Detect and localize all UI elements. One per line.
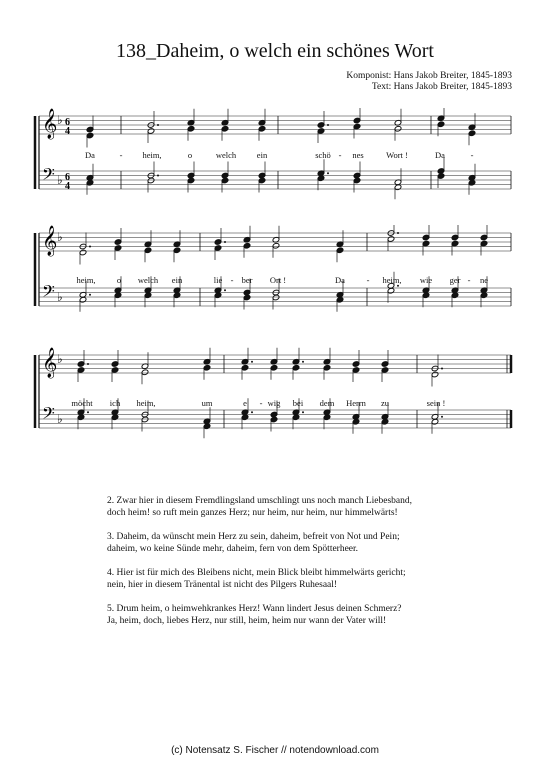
flat-icon: ♭	[57, 173, 63, 187]
flat-icon: ♭	[57, 230, 63, 244]
dot	[302, 361, 304, 363]
dot	[302, 411, 304, 413]
dot	[89, 246, 91, 248]
dot	[87, 411, 89, 413]
lyric-syllable: -	[470, 150, 474, 160]
dot	[441, 368, 443, 370]
dot	[224, 241, 226, 243]
flat-icon: ♭	[57, 113, 63, 127]
lyric-syllable: schö	[315, 150, 331, 160]
dot	[251, 411, 253, 413]
lyric-syllable: heim,	[136, 398, 156, 408]
dot	[397, 232, 399, 234]
dot	[87, 363, 89, 365]
dot	[251, 361, 253, 363]
page-title: 138_Daheim, o welch ein schönes Wort	[116, 40, 434, 62]
lyric-syllable: welch	[137, 275, 159, 285]
lyric-syllable: -	[230, 275, 234, 285]
lyric-syllable: -	[119, 150, 123, 160]
lyric-syllable: nes	[352, 150, 364, 160]
composer-credit: Komponist: Hans Jakob Breiter, 1845-1893	[346, 71, 512, 81]
lyric-syllable: -	[467, 275, 471, 285]
verse-5: 5. Drum heim, o heimwehkrankes Herz! Wann lindert Jesus deinen Schmerz? Ja, heim, doch, liebes Herz, nur still, heim, heim nur wann der Vater will!	[107, 604, 402, 626]
flat-icon: ♭	[57, 290, 63, 304]
lyric-syllable: o	[187, 150, 193, 160]
lyric-syllable: welch	[215, 150, 237, 160]
dot	[224, 289, 226, 291]
lyric-syllable: dem	[319, 398, 335, 408]
lyric-syllable: heim,	[76, 275, 96, 285]
system-3	[0, 347, 550, 447]
lyric-syllable: ich	[109, 398, 121, 408]
verse-2: 2. Zwar hier in diesem Fremdlingsland umschlingt uns noch manch Liebesband, doch heim! so ruft mein ganzes Herz; nur heim, nur heim, nur himmelwärts!	[107, 496, 412, 518]
lyric-syllable: o	[116, 275, 122, 285]
time-signature-bottom: 4	[65, 126, 70, 137]
flat-icon: ♭	[57, 412, 63, 426]
lyric-syllable: e	[243, 398, 247, 408]
lyric-syllable: lie	[213, 275, 223, 285]
bass-clef-icon: 𝄢	[42, 281, 55, 305]
flat-icon: ♭	[57, 352, 63, 366]
dot	[157, 175, 159, 177]
bass-clef-icon: 𝄢	[42, 164, 55, 188]
lyric-syllable: Da	[335, 275, 345, 285]
dot	[157, 124, 159, 126]
dot	[441, 416, 443, 418]
dot	[327, 172, 329, 174]
lyricist-credit: Text: Hans Jakob Breiter, 1845-1893	[371, 82, 512, 92]
bass-clef-icon: 𝄢	[42, 403, 55, 427]
lyric-syllable: ein	[256, 150, 268, 160]
lyric-syllable: ne	[479, 275, 489, 285]
time-signature-bottom: 4	[65, 181, 70, 192]
lyric-syllable: sein !	[426, 398, 446, 408]
lyric-syllable: ger	[449, 275, 461, 285]
verse-3: 3. Daheim, da wünscht mein Herz zu sein, daheim, befreit von Not und Pein; daheim, wo keine Sünde mehr, daheim, fern von dem Spötterheer.	[107, 532, 400, 554]
lyric-syllable: bei	[292, 398, 304, 408]
dot	[89, 294, 91, 296]
lyric-syllable: ein	[171, 275, 183, 285]
lyric-syllable: heim,	[142, 150, 162, 160]
lyric-syllable: Da	[435, 150, 445, 160]
lyric-syllable: -	[259, 398, 263, 408]
lyric-syllable: Ort !	[269, 275, 287, 285]
lyric-syllable: zu	[380, 398, 390, 408]
lyric-syllable: möcht	[71, 398, 93, 408]
copyright-footer: (c) Notensatz S. Fischer // notendownload.com	[171, 745, 379, 756]
verse-4: 4. Hier ist für mich des Bleibens nicht, mein Blick bleibt himmelwärts gericht; nein, hier in diesem Tränental ist nicht des Pilgers Ruhesaal!	[107, 568, 406, 590]
lyric-syllable: wie	[419, 275, 433, 285]
time-signature-top: 6	[65, 172, 70, 183]
lyric-syllable: heim,	[382, 275, 402, 285]
lyric-syllable: ber	[241, 275, 253, 285]
lyric-syllable: Da	[85, 150, 95, 160]
verses-block	[107, 495, 412, 639]
treble-clef-icon: 𝄞	[42, 109, 58, 139]
lyric-syllable: -	[338, 150, 342, 160]
lyrics-line-3	[0, 398, 550, 410]
lyric-syllable: Wort !	[386, 150, 408, 160]
time-signature-top: 6	[65, 117, 70, 128]
treble-clef-icon: 𝄞	[42, 348, 58, 378]
lyrics-line-1	[0, 150, 550, 162]
credits	[346, 71, 512, 93]
lyric-syllable: wig	[267, 398, 281, 408]
lyric-syllable: Herrn	[346, 398, 366, 408]
treble-clef-icon: 𝄞	[42, 226, 58, 256]
dot	[327, 124, 329, 126]
lyrics-line-2	[0, 275, 550, 287]
lyric-syllable: um	[201, 398, 213, 408]
lyric-syllable: -	[366, 275, 370, 285]
